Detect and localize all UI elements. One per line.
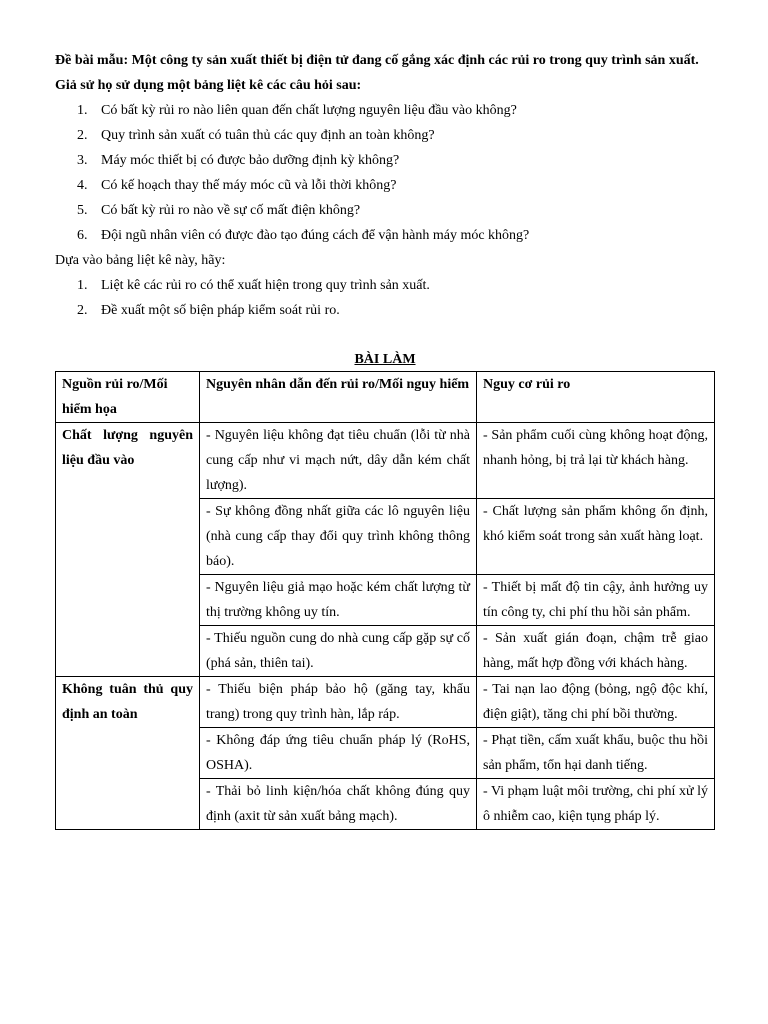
table-row bbox=[56, 423, 715, 499]
table-row bbox=[56, 677, 715, 728]
task-list bbox=[55, 273, 715, 323]
document-page bbox=[55, 48, 715, 830]
header-risk: Nguy cơ rủi ro bbox=[477, 372, 715, 423]
question-number: 6. bbox=[77, 228, 88, 243]
task-item bbox=[55, 298, 715, 323]
task-item bbox=[55, 273, 715, 298]
question-text: Có kế hoạch thay thế máy móc cũ và lỗi thời không? bbox=[101, 178, 397, 193]
question-item bbox=[55, 223, 715, 248]
source-cell: Chất lượng nguyên liệu đầu vào bbox=[56, 423, 200, 677]
question-text: Quy trình sản xuất có tuân thủ các quy định an toàn không? bbox=[101, 128, 435, 143]
risk-cell: - Sản xuất gián đoạn, chậm trễ giao hàng, mất hợp đồng với khách hàng. bbox=[477, 626, 715, 677]
risk-cell: - Thiết bị mất độ tin cậy, ảnh hưởng uy tín công ty, chi phí thu hồi sản phẩm. bbox=[477, 575, 715, 626]
task-number: 1. bbox=[77, 278, 88, 293]
table-header-row bbox=[56, 372, 715, 423]
question-item bbox=[55, 98, 715, 123]
task-text: Đề xuất một số biện pháp kiểm soát rủi ro. bbox=[101, 303, 340, 318]
question-item bbox=[55, 123, 715, 148]
cause-cell: - Sự không đồng nhất giữa các lô nguyên liệu (nhà cung cấp thay đổi quy trình không thông báo). bbox=[200, 499, 477, 575]
question-item bbox=[55, 148, 715, 173]
question-text: Có bất kỳ rủi ro nào về sự cố mất điện không? bbox=[101, 203, 361, 218]
cause-cell: - Không đáp ứng tiêu chuẩn pháp lý (RoHS, OSHA). bbox=[200, 728, 477, 779]
question-text: Có bất kỳ rủi ro nào liên quan đến chất lượng nguyên liệu đầu vào không? bbox=[101, 103, 517, 118]
assignment-intro: Đề bài mẫu: Một công ty sản xuất thiết bị điện tử đang cố gắng xác định các rủi ro trong quy trình sản xuất. Giả sử họ sử dụng một bảng liệt kê các câu hỏi sau: bbox=[55, 53, 699, 93]
task-text: Liệt kê các rủi ro có thể xuất hiện trong quy trình sản xuất. bbox=[101, 278, 430, 293]
source-cell: Không tuân thủ quy định an toàn bbox=[56, 677, 200, 830]
answer-title: BÀI LÀM bbox=[354, 352, 416, 367]
question-text: Máy móc thiết bị có được bảo dưỡng định kỳ không? bbox=[101, 153, 400, 168]
risk-cell: - Phạt tiền, cấm xuất khẩu, buộc thu hồi sản phẩm, tổn hại danh tiếng. bbox=[477, 728, 715, 779]
question-number: 5. bbox=[77, 203, 88, 218]
task-number: 2. bbox=[77, 303, 88, 318]
header-cause: Nguyên nhân dẫn đến rủi ro/Mối nguy hiểm bbox=[200, 372, 477, 423]
risk-table bbox=[55, 371, 715, 830]
risk-cell: - Vi phạm luật môi trường, chi phí xử lý ô nhiễm cao, kiện tụng pháp lý. bbox=[477, 779, 715, 830]
header-source: Nguồn rủi ro/Mối hiểm họa bbox=[56, 372, 200, 423]
cause-cell: - Nguyên liệu không đạt tiêu chuẩn (lỗi từ nhà cung cấp như vi mạch nứt, dây dẫn kém chất lượng). bbox=[200, 423, 477, 499]
question-number: 4. bbox=[77, 178, 88, 193]
task-lead: Dựa vào bảng liệt kê này, hãy: bbox=[55, 253, 226, 268]
cause-cell: - Thiếu nguồn cung do nhà cung cấp gặp sự cố (phá sản, thiên tai). bbox=[200, 626, 477, 677]
cause-cell: - Thải bỏ linh kiện/hóa chất không đúng quy định (axit từ sản xuất bảng mạch). bbox=[200, 779, 477, 830]
risk-cell: - Tai nạn lao động (bỏng, ngộ độc khí, điện giật), tăng chi phí bồi thường. bbox=[477, 677, 715, 728]
question-number: 3. bbox=[77, 153, 88, 168]
question-item bbox=[55, 198, 715, 223]
question-number: 2. bbox=[77, 128, 88, 143]
question-item bbox=[55, 173, 715, 198]
question-list bbox=[55, 98, 715, 248]
question-number: 1. bbox=[77, 103, 88, 118]
risk-cell: - Chất lượng sản phẩm không ổn định, khó kiểm soát trong sản xuất hàng loạt. bbox=[477, 499, 715, 575]
question-text: Đội ngũ nhân viên có được đào tạo đúng cách để vận hành máy móc không? bbox=[101, 228, 530, 243]
cause-cell: - Thiếu biện pháp bảo hộ (găng tay, khẩu trang) trong quy trình hàn, lắp ráp. bbox=[200, 677, 477, 728]
cause-cell: - Nguyên liệu giả mạo hoặc kém chất lượng từ thị trường không uy tín. bbox=[200, 575, 477, 626]
risk-cell: - Sản phẩm cuối cùng không hoạt động, nhanh hỏng, bị trả lại từ khách hàng. bbox=[477, 423, 715, 499]
